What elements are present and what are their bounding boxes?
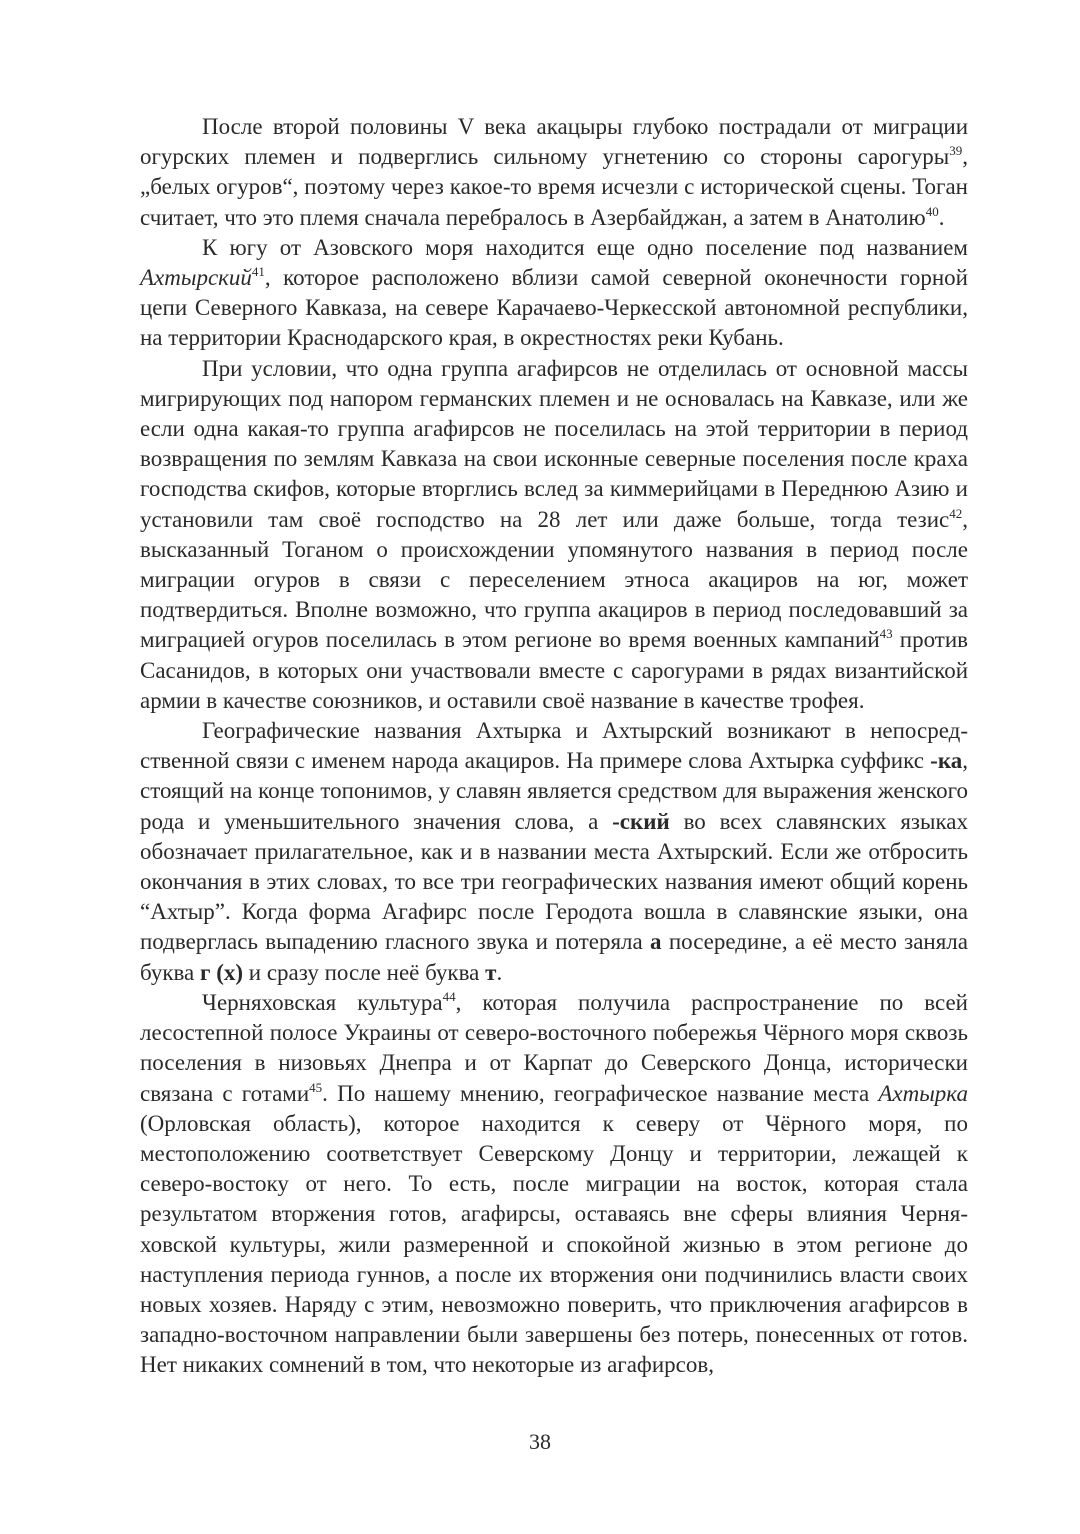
text-run: , стоящий на конце топонимов, у славян является средством для выражения женского рода и уменьшительного значения слова, а xyxy=(140,748,968,834)
paragraph xyxy=(140,716,968,988)
text-run: , высказанный Тоганом о происхождении упомянутого названия в период после миграции огуров в связи с переселением этноса акациров на юг, может подтвердиться. Вполне возможно, что группа акациров в период последовавший за миграцией огуров поселилась в этом регионе во время военных кампаний xyxy=(140,506,968,653)
bold-text: -ский xyxy=(612,808,670,834)
text-run: . xyxy=(496,959,503,985)
text-run: К югу от Азовского моря находится еще одно поселение под названием xyxy=(202,234,968,260)
text-run: Черняховская культура xyxy=(202,989,443,1015)
bold-text: -ка xyxy=(930,748,963,774)
text-run: . По нашему мнению, географическое название места xyxy=(322,1080,879,1106)
text-run: , которая получила распространение по всей лесостепной полосе Украины от северо-восточного побережья Чёрного моря сквозь поселения в низовьях Днепра и от Карпат до Северского Донца, исторически связана с готами xyxy=(140,989,968,1106)
text-run: и сразу после неё буква xyxy=(243,959,486,985)
bold-text: г (х) xyxy=(200,959,244,985)
text-run: После второй половины V века акацыры глубоко пострадали от миграции огурских племен и подверглись сильному угнетению со стороны сарогуры xyxy=(140,114,968,170)
footnote-ref: 43 xyxy=(879,626,893,642)
italic-text: Ахтырка xyxy=(878,1080,968,1106)
text-run: , „белых огуров“, поэтому через какое-то время исчезли с исторической сцены. Тоган считает, что это племя сначала перебралось в Азербайджан, а затем в Анатолию xyxy=(140,144,968,230)
text-run: против Сасанидов, в которых они участвовали вместе с сарогурами в рядах византийской армии в качестве союзников, и оставили своё название в качестве трофея. xyxy=(140,627,968,713)
page-body xyxy=(140,112,968,1381)
italic-text: Ахтырский xyxy=(140,265,252,291)
bold-text: а xyxy=(650,929,662,955)
text-run: . xyxy=(938,204,945,230)
footnote-ref: 45 xyxy=(309,1079,323,1095)
footnote-ref: 39 xyxy=(949,143,963,159)
footnote-ref: 42 xyxy=(949,505,963,521)
paragraph xyxy=(140,354,968,716)
text-run: При условии, что одна группа агафирсов не отделилась от основной массы мигрирующих под напором германских племен и не основалась на Кавказе, или же если одна какая-то группа агафирсов не поселилась на этой территории в период возвращения по землям Кавказа на свои исконные северные поселения после краха господства скифов, которые вторглись вслед за киммерийцами в Переднюю Азию и установили там своё господство на 28 лет или даже больше, тогда тезис xyxy=(140,355,968,532)
text-run: (Орловская область), которое находится к северу от Чёрного моря, по местоположению соответствует Северскому Донцу и территории, лежащей к северо-востоку от него. То есть, после миграции на восток, которая стала результатом вторжения готов, агафирсы, оставаясь вне сферы влияния Черняховской культуры, жили размеренной и спокойной жизнью в этом регионе до наступления периода гуннов, а после их вторжения они подчинились власти своих новых хозяев. Наряду с этим, невозможно поверить, что приключения агафирсов в западно-восточном направлении были завершены без потерь, понесенных от готов. Нет никаких сомнений в том, что некоторые из агафирсов, xyxy=(140,1110,968,1378)
text-run: посередине, а её место заняла буква xyxy=(140,929,968,985)
bold-text: т xyxy=(485,959,497,985)
footnote-ref: 40 xyxy=(925,203,939,219)
paragraph xyxy=(140,233,968,354)
footnote-ref: 44 xyxy=(442,988,456,1004)
footnote-ref: 41 xyxy=(251,264,265,280)
text-run: , которое расположено вблизи самой северной оконечности горной цепи Северного Кавказа, на севере Карачаево-Черкесской автономной республики, на территории Краснодарского края, в окрестностях реки Кубань. xyxy=(140,265,968,351)
page-number: 38 xyxy=(529,1429,551,1454)
text-run: Географические названия Ахтырка и Ахтырский возникают в непосредственной связи с именем народа акациров. На примере слова Ахтырка суффикс xyxy=(140,718,968,774)
text-run: во всех славянских языках обозначает прилагательное, как и в названии места Ахтырский. Если же отбросить окончания в этих словах, то все три географических названия имеют общий корень “Ахтыр”. Когда форма Агафирс после Геродота вошла в славянские языки, она подверглась выпадению гласного звука и потеряла xyxy=(140,808,968,955)
paragraph xyxy=(140,988,968,1381)
paragraph xyxy=(140,112,968,233)
